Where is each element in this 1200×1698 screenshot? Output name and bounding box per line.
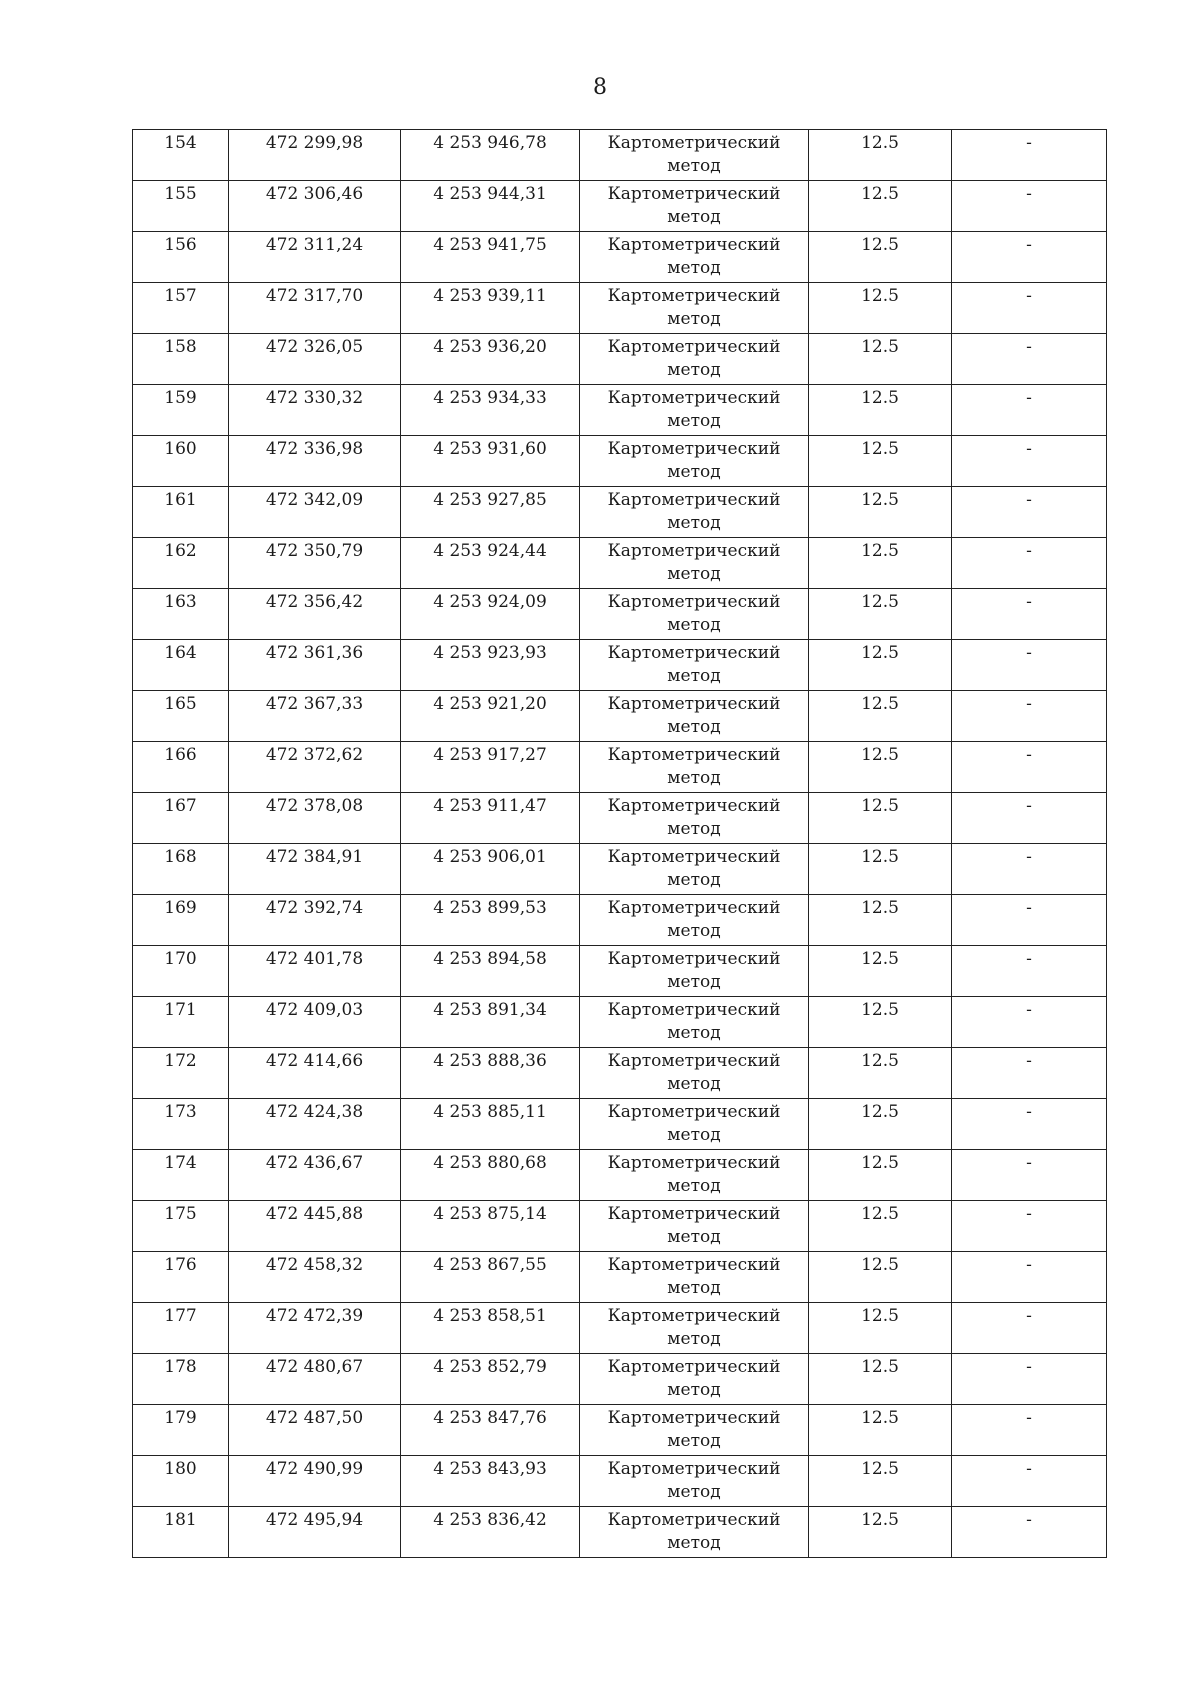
method-cell: [580, 844, 809, 895]
table-row: [133, 385, 1107, 436]
x-coordinate-cell: 472 414,66: [229, 1048, 401, 1099]
table-row: [133, 1048, 1107, 1099]
y-coordinate-cell: 4 253 923,93: [401, 640, 580, 691]
table-row: [133, 589, 1107, 640]
method-line-2: метод: [667, 1278, 721, 1298]
accuracy-cell: 12.5: [809, 997, 952, 1048]
method-cell: [580, 1456, 809, 1507]
note-cell: -: [952, 742, 1107, 793]
point-number-cell: 159: [133, 385, 229, 436]
y-coordinate-cell: 4 253 924,09: [401, 589, 580, 640]
method-line-1: Картометрический: [607, 439, 781, 459]
note-cell: -: [952, 895, 1107, 946]
accuracy-cell: 12.5: [809, 1507, 952, 1558]
note-cell: -: [952, 1405, 1107, 1456]
table-row: [133, 436, 1107, 487]
note-cell: -: [952, 1303, 1107, 1354]
y-coordinate-cell: 4 253 936,20: [401, 334, 580, 385]
accuracy-cell: 12.5: [809, 742, 952, 793]
y-coordinate-cell: 4 253 875,14: [401, 1201, 580, 1252]
method-line-1: Картометрический: [607, 1204, 781, 1224]
y-coordinate-cell: 4 253 941,75: [401, 232, 580, 283]
accuracy-cell: 12.5: [809, 895, 952, 946]
note-cell: -: [952, 181, 1107, 232]
x-coordinate-cell: 472 378,08: [229, 793, 401, 844]
point-number-cell: 162: [133, 538, 229, 589]
method-line-2: метод: [667, 360, 721, 380]
method-line-2: метод: [667, 1482, 721, 1502]
y-coordinate-cell: 4 253 917,27: [401, 742, 580, 793]
method-line-1: Картометрический: [607, 1459, 781, 1479]
method-cell: [580, 1150, 809, 1201]
method-line-2: метод: [667, 207, 721, 227]
y-coordinate-cell: 4 253 867,55: [401, 1252, 580, 1303]
method-cell: [580, 487, 809, 538]
method-line-2: метод: [667, 1023, 721, 1043]
table-row: [133, 946, 1107, 997]
x-coordinate-cell: 472 367,33: [229, 691, 401, 742]
x-coordinate-cell: 472 445,88: [229, 1201, 401, 1252]
method-cell: [580, 1507, 809, 1558]
note-cell: -: [952, 997, 1107, 1048]
note-cell: -: [952, 232, 1107, 283]
x-coordinate-cell: 472 472,39: [229, 1303, 401, 1354]
x-coordinate-cell: 472 436,67: [229, 1150, 401, 1201]
method-line-1: Картометрический: [607, 1255, 781, 1275]
note-cell: -: [952, 283, 1107, 334]
x-coordinate-cell: 472 409,03: [229, 997, 401, 1048]
point-number-cell: 171: [133, 997, 229, 1048]
table-row: [133, 1099, 1107, 1150]
accuracy-cell: 12.5: [809, 793, 952, 844]
note-cell: -: [952, 436, 1107, 487]
method-line-2: метод: [667, 768, 721, 788]
table-row: [133, 1507, 1107, 1558]
x-coordinate-cell: 472 342,09: [229, 487, 401, 538]
method-line-1: Картометрический: [607, 235, 781, 255]
note-cell: -: [952, 946, 1107, 997]
y-coordinate-cell: 4 253 946,78: [401, 130, 580, 181]
method-line-1: Картометрический: [607, 541, 781, 561]
method-line-1: Картометрический: [607, 337, 781, 357]
method-line-1: Картометрический: [607, 949, 781, 969]
point-number-cell: 168: [133, 844, 229, 895]
method-line-1: Картометрический: [607, 1408, 781, 1428]
method-line-1: Картометрический: [607, 643, 781, 663]
accuracy-cell: 12.5: [809, 283, 952, 334]
accuracy-cell: 12.5: [809, 334, 952, 385]
table-row: [133, 691, 1107, 742]
point-number-cell: 177: [133, 1303, 229, 1354]
accuracy-cell: 12.5: [809, 1405, 952, 1456]
note-cell: -: [952, 640, 1107, 691]
table-row: [133, 130, 1107, 181]
point-number-cell: 178: [133, 1354, 229, 1405]
method-cell: [580, 793, 809, 844]
y-coordinate-cell: 4 253 888,36: [401, 1048, 580, 1099]
x-coordinate-cell: 472 495,94: [229, 1507, 401, 1558]
x-coordinate-cell: 472 490,99: [229, 1456, 401, 1507]
accuracy-cell: 12.5: [809, 1303, 952, 1354]
method-cell: [580, 1201, 809, 1252]
method-cell: [580, 1405, 809, 1456]
coordinates-table-body: [133, 130, 1107, 1558]
table-row: [133, 1150, 1107, 1201]
accuracy-cell: 12.5: [809, 385, 952, 436]
point-number-cell: 164: [133, 640, 229, 691]
table-row: [133, 844, 1107, 895]
x-coordinate-cell: 472 458,32: [229, 1252, 401, 1303]
method-line-2: метод: [667, 1329, 721, 1349]
method-line-1: Картометрический: [607, 490, 781, 510]
method-line-1: Картометрический: [607, 694, 781, 714]
method-line-1: Картометрический: [607, 1510, 781, 1530]
note-cell: -: [952, 793, 1107, 844]
method-cell: [580, 1303, 809, 1354]
method-line-2: метод: [667, 513, 721, 533]
note-cell: -: [952, 691, 1107, 742]
method-line-2: метод: [667, 309, 721, 329]
table-row: [133, 895, 1107, 946]
method-line-1: Картометрический: [607, 1000, 781, 1020]
method-line-1: Картометрический: [607, 1357, 781, 1377]
method-cell: [580, 334, 809, 385]
y-coordinate-cell: 4 253 944,31: [401, 181, 580, 232]
note-cell: -: [952, 130, 1107, 181]
y-coordinate-cell: 4 253 894,58: [401, 946, 580, 997]
method-cell: [580, 1099, 809, 1150]
method-line-2: метод: [667, 1176, 721, 1196]
accuracy-cell: 12.5: [809, 232, 952, 283]
table-row: [133, 232, 1107, 283]
note-cell: -: [952, 844, 1107, 895]
method-cell: [580, 997, 809, 1048]
point-number-cell: 165: [133, 691, 229, 742]
x-coordinate-cell: 472 356,42: [229, 589, 401, 640]
method-line-2: метод: [667, 462, 721, 482]
accuracy-cell: 12.5: [809, 487, 952, 538]
method-line-2: метод: [667, 870, 721, 890]
method-line-2: метод: [667, 717, 721, 737]
method-cell: [580, 232, 809, 283]
point-number-cell: 155: [133, 181, 229, 232]
note-cell: -: [952, 1048, 1107, 1099]
method-line-2: метод: [667, 1227, 721, 1247]
y-coordinate-cell: 4 253 911,47: [401, 793, 580, 844]
note-cell: -: [952, 1099, 1107, 1150]
x-coordinate-cell: 472 480,67: [229, 1354, 401, 1405]
accuracy-cell: 12.5: [809, 130, 952, 181]
method-cell: [580, 742, 809, 793]
point-number-cell: 161: [133, 487, 229, 538]
y-coordinate-cell: 4 253 927,85: [401, 487, 580, 538]
accuracy-cell: 12.5: [809, 946, 952, 997]
note-cell: -: [952, 538, 1107, 589]
method-cell: [580, 946, 809, 997]
method-cell: [580, 436, 809, 487]
y-coordinate-cell: 4 253 921,20: [401, 691, 580, 742]
method-line-1: Картометрический: [607, 388, 781, 408]
accuracy-cell: 12.5: [809, 1099, 952, 1150]
accuracy-cell: 12.5: [809, 1048, 952, 1099]
note-cell: -: [952, 334, 1107, 385]
point-number-cell: 166: [133, 742, 229, 793]
x-coordinate-cell: 472 326,05: [229, 334, 401, 385]
y-coordinate-cell: 4 253 931,60: [401, 436, 580, 487]
point-number-cell: 163: [133, 589, 229, 640]
method-cell: [580, 283, 809, 334]
method-cell: [580, 1048, 809, 1099]
method-line-2: метод: [667, 615, 721, 635]
table-row: [133, 997, 1107, 1048]
method-line-2: метод: [667, 972, 721, 992]
table-row: [133, 487, 1107, 538]
table-row: [133, 334, 1107, 385]
coordinates-table: [132, 129, 1107, 1558]
point-number-cell: 174: [133, 1150, 229, 1201]
table-row: [133, 640, 1107, 691]
point-number-cell: 160: [133, 436, 229, 487]
point-number-cell: 173: [133, 1099, 229, 1150]
note-cell: -: [952, 1201, 1107, 1252]
accuracy-cell: 12.5: [809, 436, 952, 487]
accuracy-cell: 12.5: [809, 1201, 952, 1252]
table-row: [133, 742, 1107, 793]
method-line-2: метод: [667, 411, 721, 431]
x-coordinate-cell: 472 350,79: [229, 538, 401, 589]
method-line-2: метод: [667, 564, 721, 584]
y-coordinate-cell: 4 253 891,34: [401, 997, 580, 1048]
method-line-1: Картометрический: [607, 898, 781, 918]
point-number-cell: 158: [133, 334, 229, 385]
table-row: [133, 1354, 1107, 1405]
method-line-1: Картометрический: [607, 133, 781, 153]
y-coordinate-cell: 4 253 885,11: [401, 1099, 580, 1150]
x-coordinate-cell: 472 487,50: [229, 1405, 401, 1456]
accuracy-cell: 12.5: [809, 1252, 952, 1303]
method-line-2: метод: [667, 1533, 721, 1553]
method-line-2: метод: [667, 258, 721, 278]
method-cell: [580, 589, 809, 640]
x-coordinate-cell: 472 306,46: [229, 181, 401, 232]
note-cell: -: [952, 1456, 1107, 1507]
x-coordinate-cell: 472 384,91: [229, 844, 401, 895]
point-number-cell: 167: [133, 793, 229, 844]
method-line-1: Картометрический: [607, 1153, 781, 1173]
accuracy-cell: 12.5: [809, 1456, 952, 1507]
method-line-2: метод: [667, 156, 721, 176]
x-coordinate-cell: 472 330,32: [229, 385, 401, 436]
accuracy-cell: 12.5: [809, 589, 952, 640]
y-coordinate-cell: 4 253 847,76: [401, 1405, 580, 1456]
table-row: [133, 793, 1107, 844]
method-cell: [580, 181, 809, 232]
method-cell: [580, 385, 809, 436]
point-number-cell: 179: [133, 1405, 229, 1456]
page-number: 8: [593, 75, 607, 100]
method-cell: [580, 1252, 809, 1303]
note-cell: -: [952, 1252, 1107, 1303]
y-coordinate-cell: 4 253 880,68: [401, 1150, 580, 1201]
accuracy-cell: 12.5: [809, 691, 952, 742]
point-number-cell: 176: [133, 1252, 229, 1303]
accuracy-cell: 12.5: [809, 640, 952, 691]
method-line-1: Картометрический: [607, 184, 781, 204]
x-coordinate-cell: 472 299,98: [229, 130, 401, 181]
method-line-1: Картометрический: [607, 847, 781, 867]
method-cell: [580, 130, 809, 181]
x-coordinate-cell: 472 372,62: [229, 742, 401, 793]
point-number-cell: 170: [133, 946, 229, 997]
y-coordinate-cell: 4 253 906,01: [401, 844, 580, 895]
table-row: [133, 181, 1107, 232]
method-cell: [580, 640, 809, 691]
method-line-1: Картометрический: [607, 592, 781, 612]
method-line-2: метод: [667, 1074, 721, 1094]
point-number-cell: 172: [133, 1048, 229, 1099]
point-number-cell: 154: [133, 130, 229, 181]
x-coordinate-cell: 472 317,70: [229, 283, 401, 334]
method-cell: [580, 895, 809, 946]
method-line-2: метод: [667, 666, 721, 686]
x-coordinate-cell: 472 361,36: [229, 640, 401, 691]
point-number-cell: 175: [133, 1201, 229, 1252]
method-line-1: Картометрический: [607, 1102, 781, 1122]
table-row: [133, 1303, 1107, 1354]
method-line-1: Картометрический: [607, 796, 781, 816]
accuracy-cell: 12.5: [809, 844, 952, 895]
accuracy-cell: 12.5: [809, 181, 952, 232]
point-number-cell: 181: [133, 1507, 229, 1558]
note-cell: -: [952, 1354, 1107, 1405]
method-cell: [580, 538, 809, 589]
x-coordinate-cell: 472 401,78: [229, 946, 401, 997]
y-coordinate-cell: 4 253 939,11: [401, 283, 580, 334]
table-row: [133, 1405, 1107, 1456]
accuracy-cell: 12.5: [809, 538, 952, 589]
method-line-2: метод: [667, 1380, 721, 1400]
x-coordinate-cell: 472 392,74: [229, 895, 401, 946]
point-number-cell: 156: [133, 232, 229, 283]
x-coordinate-cell: 472 311,24: [229, 232, 401, 283]
table-row: [133, 538, 1107, 589]
method-line-1: Картометрический: [607, 286, 781, 306]
note-cell: -: [952, 487, 1107, 538]
table-row: [133, 283, 1107, 334]
point-number-cell: 169: [133, 895, 229, 946]
table-row: [133, 1201, 1107, 1252]
method-cell: [580, 691, 809, 742]
accuracy-cell: 12.5: [809, 1150, 952, 1201]
point-number-cell: 180: [133, 1456, 229, 1507]
method-line-1: Картометрический: [607, 1306, 781, 1326]
table-row: [133, 1456, 1107, 1507]
y-coordinate-cell: 4 253 852,79: [401, 1354, 580, 1405]
point-number-cell: 157: [133, 283, 229, 334]
x-coordinate-cell: 472 336,98: [229, 436, 401, 487]
method-line-1: Картометрический: [607, 745, 781, 765]
method-line-2: метод: [667, 819, 721, 839]
y-coordinate-cell: 4 253 843,93: [401, 1456, 580, 1507]
method-line-2: метод: [667, 1125, 721, 1145]
note-cell: -: [952, 1507, 1107, 1558]
x-coordinate-cell: 472 424,38: [229, 1099, 401, 1150]
y-coordinate-cell: 4 253 836,42: [401, 1507, 580, 1558]
method-line-2: метод: [667, 921, 721, 941]
method-line-1: Картометрический: [607, 1051, 781, 1071]
note-cell: -: [952, 1150, 1107, 1201]
note-cell: -: [952, 589, 1107, 640]
y-coordinate-cell: 4 253 934,33: [401, 385, 580, 436]
accuracy-cell: 12.5: [809, 1354, 952, 1405]
note-cell: -: [952, 385, 1107, 436]
y-coordinate-cell: 4 253 924,44: [401, 538, 580, 589]
y-coordinate-cell: 4 253 858,51: [401, 1303, 580, 1354]
method-line-2: метод: [667, 1431, 721, 1451]
table-row: [133, 1252, 1107, 1303]
method-cell: [580, 1354, 809, 1405]
y-coordinate-cell: 4 253 899,53: [401, 895, 580, 946]
